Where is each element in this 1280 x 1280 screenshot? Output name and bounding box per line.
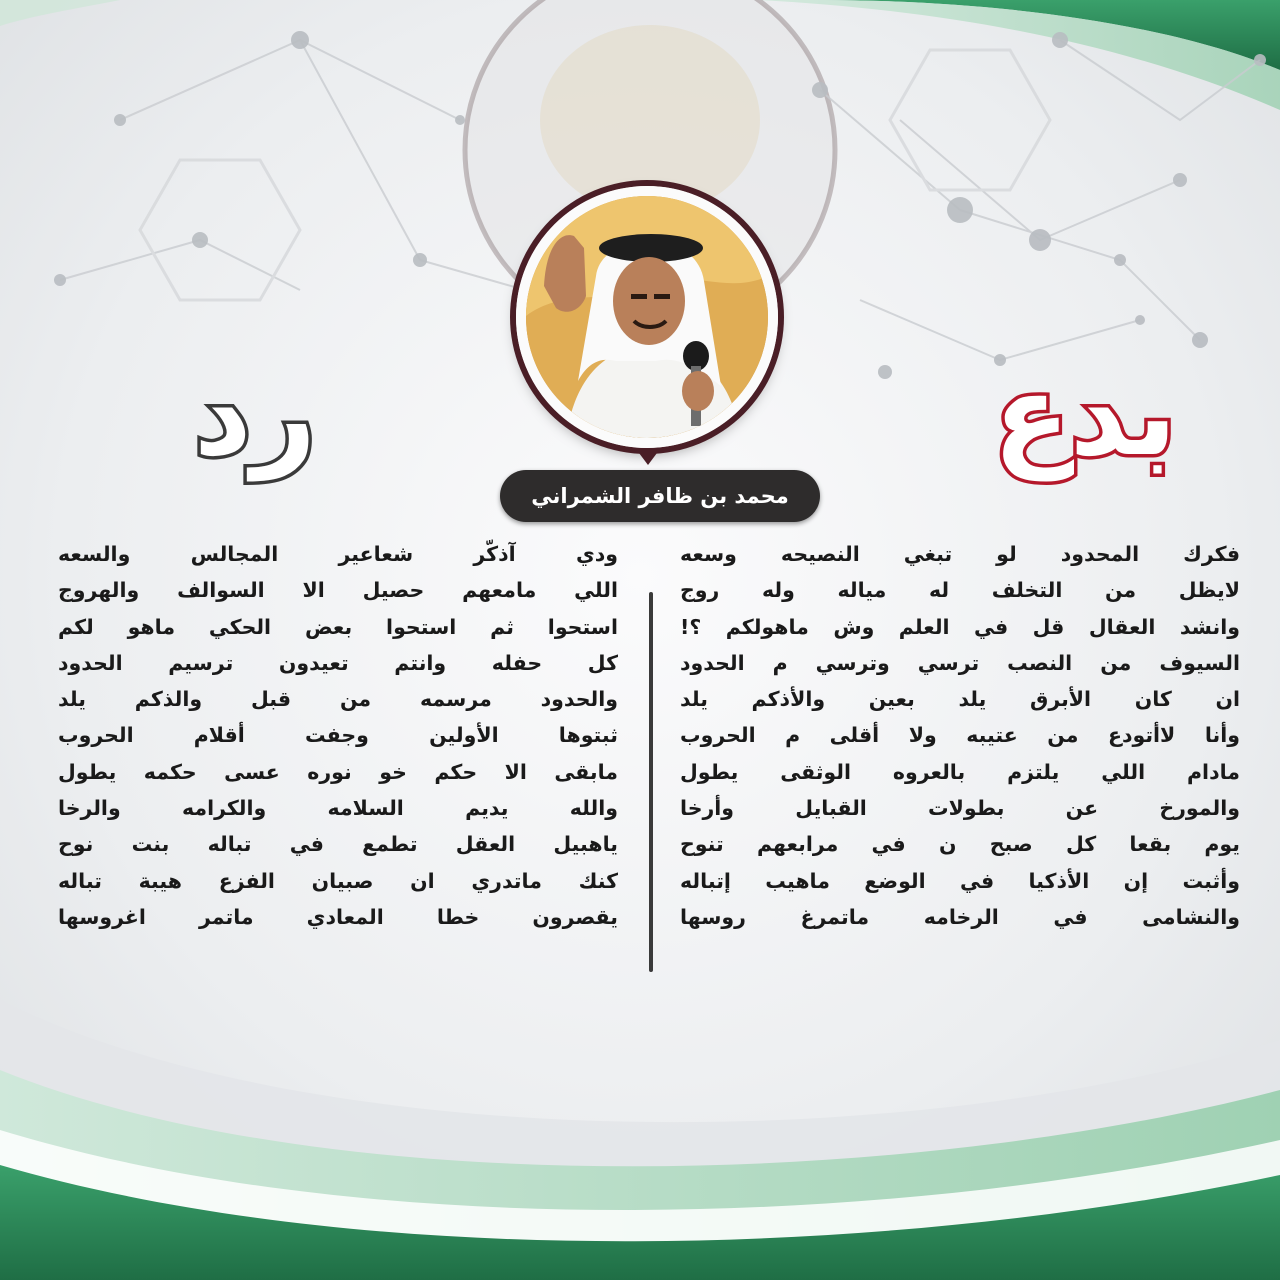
poem-line: كل حفله وانتم تعيدون ترسيم الحدود <box>58 650 618 675</box>
poem-line: فكرك المحدود لو تبغي النصيحه وسعه <box>680 542 1240 566</box>
poem-line: ياهبيل العقل تطمع في تباله بنت نوح <box>58 832 618 857</box>
poem-line: مادام اللي يلتزم بالعروه الوثقى يطول <box>680 759 1240 784</box>
poem-line: السيوف من النصب ترسي وترسي م الحدود <box>680 650 1240 675</box>
poem-line: اللي مامعهم حصيل الا السوالف والهروج <box>58 578 618 603</box>
poem-line: والله يديم السلامه والكرامه والرخا <box>58 796 618 821</box>
poet-name: محمد بن ظافر الشمراني <box>500 470 820 522</box>
bada-title: بدع <box>993 351 1177 481</box>
bada-poem <box>680 536 1240 935</box>
poem-line: استحوا ثم استحوا بعض الحكي ماهو لكم <box>58 614 618 639</box>
poem-line: والمورخ عن بطولات القبايل وأرخا <box>680 796 1240 821</box>
poem-line: والحدود مرسمه من قبل والذكم يلد <box>58 687 618 712</box>
poem-line: ان كان الأبرق يلد بعين والأذكم يلد <box>680 687 1240 712</box>
poem-line: وأثبت إن الأذكيا في الوضع ماهيب إتباله <box>680 868 1240 893</box>
rad-title: رد <box>194 351 316 481</box>
column-divider <box>649 592 653 972</box>
rad-poem <box>58 536 618 935</box>
poem-line: ثبتوها الأولين وجفت أقلام الحروب <box>58 723 618 748</box>
poet-photo <box>526 196 768 438</box>
portrait-pointer <box>636 449 660 465</box>
poem-line: يوم بقعا كل صبح ن في مرابعهم تنوح <box>680 832 1240 857</box>
poem-line: والنشامى في الرخامه ماتمرغ روسها <box>680 904 1240 929</box>
poem-line: كنك ماتدري ان صبيان الفزع هيبة تباله <box>58 868 618 893</box>
poem-line: لايظل من التخلف له مياله وله روج <box>680 578 1240 603</box>
poem-line: وأنا لاأتودع من عتيبه ولا أقلى م الحروب <box>680 723 1240 748</box>
poem-line: ودي آذكّر شعاعير المجالس والسعه <box>58 542 618 566</box>
poem-line: يقصرون خطا المعادي ماتمر اغروسها <box>58 904 618 929</box>
poem-line: مابقى الا حكم خو نوره عسى حكمه يطول <box>58 759 618 784</box>
poem-line: وانشد العقال قل في العلم وش ماهولكم ؟! <box>680 614 1240 639</box>
poet-portrait <box>516 186 778 448</box>
